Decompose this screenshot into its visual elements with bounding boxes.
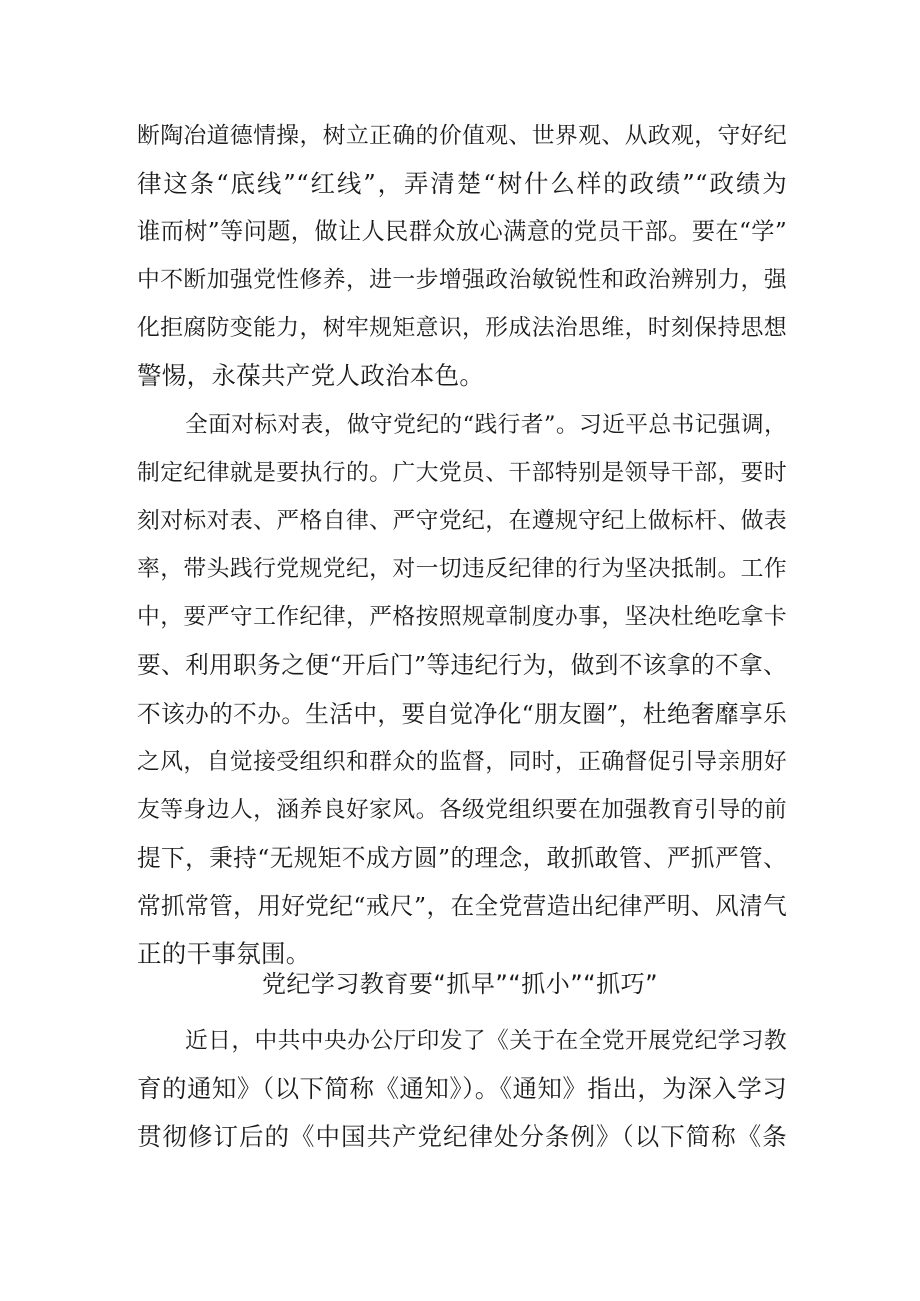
paragraph-2-line-12: 正的干事氛围。 — [137, 939, 311, 969]
paragraph-2 — [137, 401, 787, 978]
paragraph-2-line-2: 制定纪律就是要执行的。广大党员、干部特别是领导干部，要时 — [137, 460, 787, 487]
section-heading: 党纪学习教育要“抓早”“抓小”“抓巧” — [261, 970, 659, 998]
paragraph-1-line-6: 警惕，永葆共产党人政治本色。 — [137, 361, 485, 391]
paragraph-1-line-5: 化拒腐防变能力，树牢规矩意识，形成法治思维，时刻保持思想 — [137, 315, 787, 342]
paragraph-3-line-2: 育的通知》（以下简称《通知》）。《通知》指出，为深入学习 — [137, 1074, 787, 1104]
paragraph-3-line-3: 贯彻修订后的《中国共产党纪律处分条例》（以下简称《条 — [137, 1122, 787, 1152]
paragraph-2-line-1: 全面对标对表，做守党纪的“践行者”。习近平总书记强调， — [185, 412, 787, 438]
paragraph-2-line-7: 不该办的不办。生活中，要自觉净化“朋友圈”，杜绝奢靡享乐 — [137, 699, 787, 728]
paragraph-1-line-3: 谁而树”等问题，做让人民群众放心满意的党员干部。要在“学” — [137, 218, 787, 246]
paragraph-2-line-5: 中，要严守工作纪律，严格按照规章制度办事，坚决杜绝吃拿卡 — [137, 604, 787, 631]
paragraph-1-line-2: 律这条“底线”“红线”，弄清楚“树什么样的政绩”“政绩为 — [137, 169, 787, 199]
paragraph-1-line-1: 断陶冶道德情操，树立正确的价值观、世界观、从政观，守好纪 — [137, 123, 787, 149]
paragraph-1-line-4: 中不断加强党性修养，进一步增强政治敏锐性和政治辨别力，强 — [137, 267, 787, 294]
paragraph-3 — [137, 1017, 787, 1161]
paragraph-1 — [137, 112, 787, 401]
paragraph-2-line-3: 刻对标对表、严格自律、严守党纪，在遵规守纪上做标杆、做表 — [137, 508, 787, 535]
paragraph-2-line-10: 提下，秉持“无规矩不成方圆”的理念，敢抓敢管、严抓严管、 — [137, 843, 787, 872]
paragraph-3-line-1: 近日，中共中央办公厅印发了《关于在全党开展党纪学习教 — [185, 1028, 787, 1054]
paragraph-2-line-9: 友等身边人，涵养良好家风。各级党组织要在加强教育引导的前 — [137, 796, 787, 823]
paragraph-2-line-8: 之风，自觉接受组织和群众的监督，同时，正确督促引导亲朋好 — [137, 748, 787, 775]
paragraph-2-line-11: 常抓常管，用好党纪“戒尺”，在全党营造出纪律严明、风清气 — [137, 891, 787, 920]
paragraph-2-line-4: 率，带头践行党规党纪，对一切违反纪律的行为坚决抵制。工作 — [137, 556, 787, 583]
paragraph-2-line-6: 要、利用职务之便“开后门”等违纪行为，做到不该拿的不拿、 — [137, 651, 787, 680]
